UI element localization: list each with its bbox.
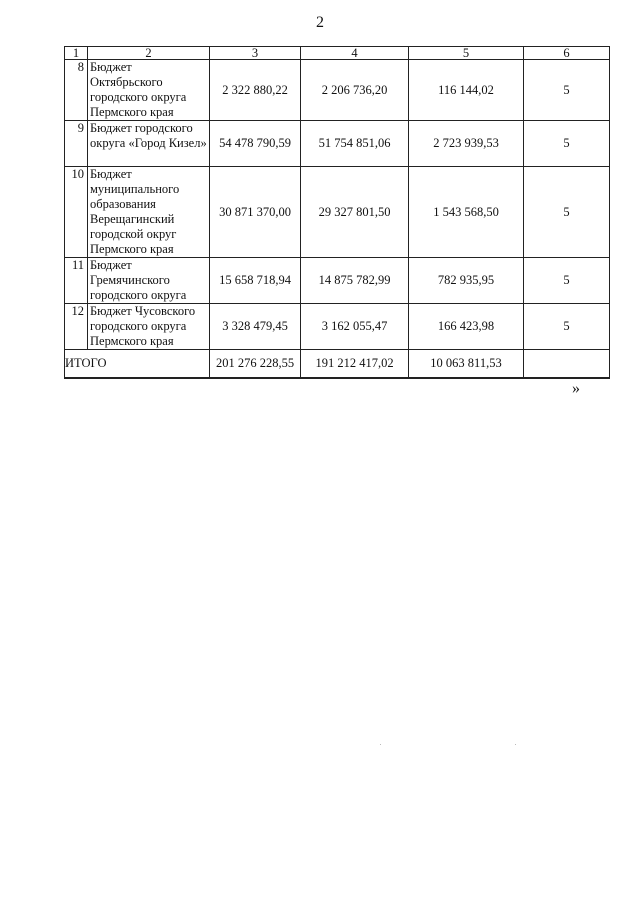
total-col3: 201 276 228,55 — [210, 350, 301, 379]
table-row — [65, 304, 610, 350]
total-row — [65, 350, 610, 379]
budget-name: Бюджет Октябрьского городского округа Пермского края — [88, 60, 210, 121]
closing-quote-mark: » — [572, 380, 580, 397]
table-row — [65, 167, 610, 258]
row-number: 9 — [65, 121, 88, 167]
table-row — [65, 121, 610, 167]
table-header-row — [65, 47, 610, 60]
budget-name: Бюджет Гремячинского городского округа — [88, 258, 210, 304]
amount-col5: 782 935,95 — [409, 258, 524, 304]
row-number: 8 — [65, 60, 88, 121]
header-cell: 5 — [409, 47, 524, 60]
row-number: 12 — [65, 304, 88, 350]
row-number: 10 — [65, 167, 88, 258]
amount-col4: 51 754 851,06 — [301, 121, 409, 167]
amount-col4: 3 162 055,47 — [301, 304, 409, 350]
scan-speck — [380, 744, 381, 745]
amount-col5: 1 543 568,50 — [409, 167, 524, 258]
amount-col3: 54 478 790,59 — [210, 121, 301, 167]
amount-col3: 15 658 718,94 — [210, 258, 301, 304]
header-cell: 1 — [65, 47, 88, 60]
row-number: 11 — [65, 258, 88, 304]
norm-col6: 5 — [524, 121, 610, 167]
header-cell: 2 — [88, 47, 210, 60]
norm-col6: 5 — [524, 167, 610, 258]
total-label: ИТОГО — [65, 350, 210, 379]
norm-col6: 5 — [524, 258, 610, 304]
amount-col5: 2 723 939,53 — [409, 121, 524, 167]
amount-col3: 3 328 479,45 — [210, 304, 301, 350]
budget-table — [64, 46, 610, 379]
total-col6 — [524, 350, 610, 379]
scan-speck — [515, 744, 516, 745]
amount-col3: 30 871 370,00 — [210, 167, 301, 258]
total-col4: 191 212 417,02 — [301, 350, 409, 379]
header-cell: 4 — [301, 47, 409, 60]
norm-col6: 5 — [524, 304, 610, 350]
amount-col4: 29 327 801,50 — [301, 167, 409, 258]
amount-col5: 116 144,02 — [409, 60, 524, 121]
table-row — [65, 258, 610, 304]
page-number: 2 — [316, 14, 324, 31]
header-cell: 6 — [524, 47, 610, 60]
amount-col4: 14 875 782,99 — [301, 258, 409, 304]
amount-col4: 2 206 736,20 — [301, 60, 409, 121]
amount-col3: 2 322 880,22 — [210, 60, 301, 121]
norm-col6: 5 — [524, 60, 610, 121]
table-row — [65, 60, 610, 121]
budget-name: Бюджет муниципального образования Верещагинский городской округ Пермского края — [88, 167, 210, 258]
budget-name: Бюджет городского округа «Город Кизел» — [88, 121, 210, 167]
amount-col5: 166 423,98 — [409, 304, 524, 350]
header-cell: 3 — [210, 47, 301, 60]
total-col5: 10 063 811,53 — [409, 350, 524, 379]
budget-name: Бюджет Чусовского городского округа Пермского края — [88, 304, 210, 350]
